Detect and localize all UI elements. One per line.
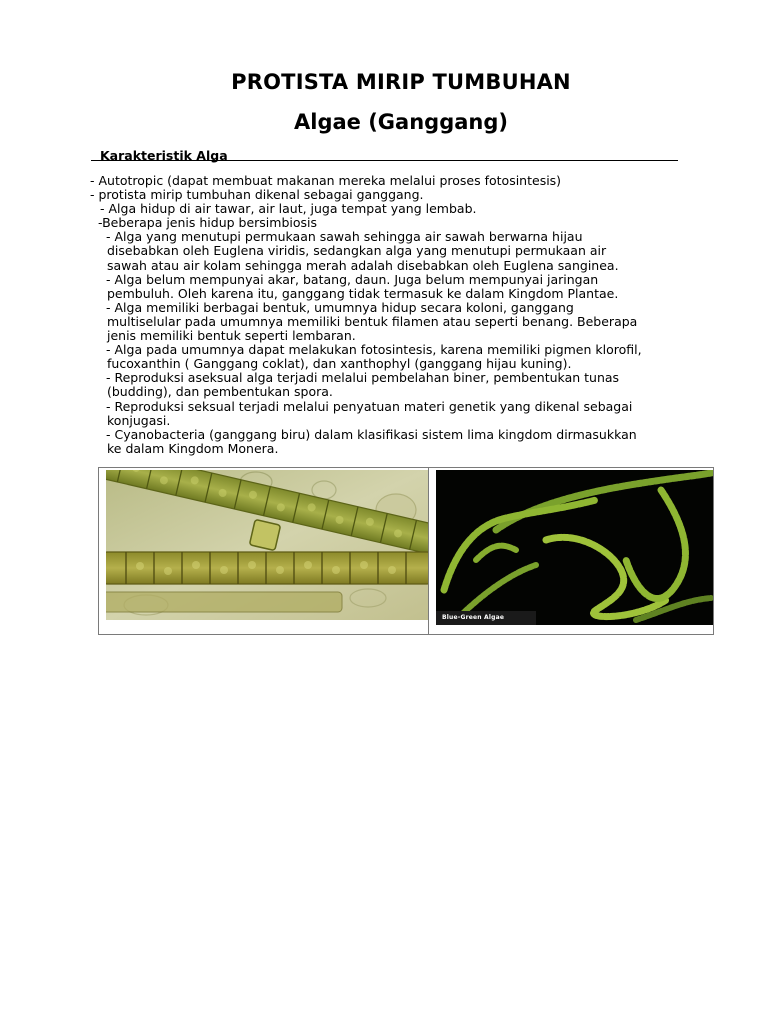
list-item: -Beberapa jenis hidup bersimbiosis <box>98 215 318 231</box>
list-item-continuation: fucoxanthin ( Ganggang coklat), dan xanthophyl (ganggang hijau kuning). <box>107 356 572 372</box>
list-item: - protista mirip tumbuhan dikenal sebagai ganggang. <box>90 187 424 203</box>
list-item: - Alga belum mempunyai akar, batang, daun. Juga belum mempunyai jaringan <box>106 271 599 287</box>
list-item: - Reproduksi seksual terjadi melalui penyatuan materi genetik yang dikenal sebagai <box>106 398 633 414</box>
characteristics-list <box>90 174 690 456</box>
figure-table-divider <box>428 467 429 635</box>
list-item-continuation: konjugasi. <box>107 412 171 428</box>
section-underline <box>91 160 678 161</box>
list-item: - Alga hidup di air tawar, air laut, juga tempat yang lembab. <box>100 201 477 217</box>
list-item: - Reproduksi aseksual alga terjadi melalui pembelahan biner, pembentukan tunas <box>106 370 620 386</box>
list-item: - Autotropic (dapat membuat makanan mereka melalui proses fotosintesis) <box>90 173 562 188</box>
blue-green-algae-image <box>436 470 713 625</box>
image-caption: Blue-Green Algae <box>442 614 505 621</box>
list-item-continuation: multiselular pada umumnya memiliki bentuk filamen atau seperti benang. Beberapa <box>107 313 638 329</box>
list-item: - Alga yang menutupi permukaan sawah sehingga air sawah berwarna hijau <box>106 229 583 245</box>
list-item: - Alga pada umumnya dapat melakukan fotosintesis, karena memiliki pigmen klorofil, <box>106 342 642 358</box>
list-item-continuation: jenis memiliki bentuk seperti lembaran. <box>107 328 356 344</box>
list-item-continuation: (budding), dan pembentukan spora. <box>107 384 333 400</box>
filamentous-algae-image <box>106 470 428 620</box>
page-subtitle: Algae (Ganggang) <box>294 110 508 134</box>
page-title: PROTISTA MIRIP TUMBUHAN <box>231 70 571 94</box>
list-item: - Cyanobacteria (ganggang biru) dalam klasifikasi sistem lima kingdom dirmasukkan <box>106 426 637 442</box>
list-item-continuation: disebabkan oleh Euglena viridis, sedangkan alga yang menutupi permukaan air <box>107 243 607 259</box>
list-item-continuation: sawah atau air kolam sehingga merah adalah disebabkan oleh Euglena sanginea. <box>107 257 619 273</box>
section-heading: Karakteristik Alga <box>100 148 228 163</box>
blue-green-algae-chain-icon <box>436 470 713 625</box>
filamentous-green-algae-icon <box>106 470 428 620</box>
list-item: - Alga memiliki berbagai bentuk, umumnya hidup secara koloni, ganggang <box>106 299 574 315</box>
list-item-continuation: pembuluh. Oleh karena itu, ganggang tidak termasuk ke dalam Kingdom Plantae. <box>107 285 619 301</box>
list-item-continuation: ke dalam Kingdom Monera. <box>107 440 279 456</box>
